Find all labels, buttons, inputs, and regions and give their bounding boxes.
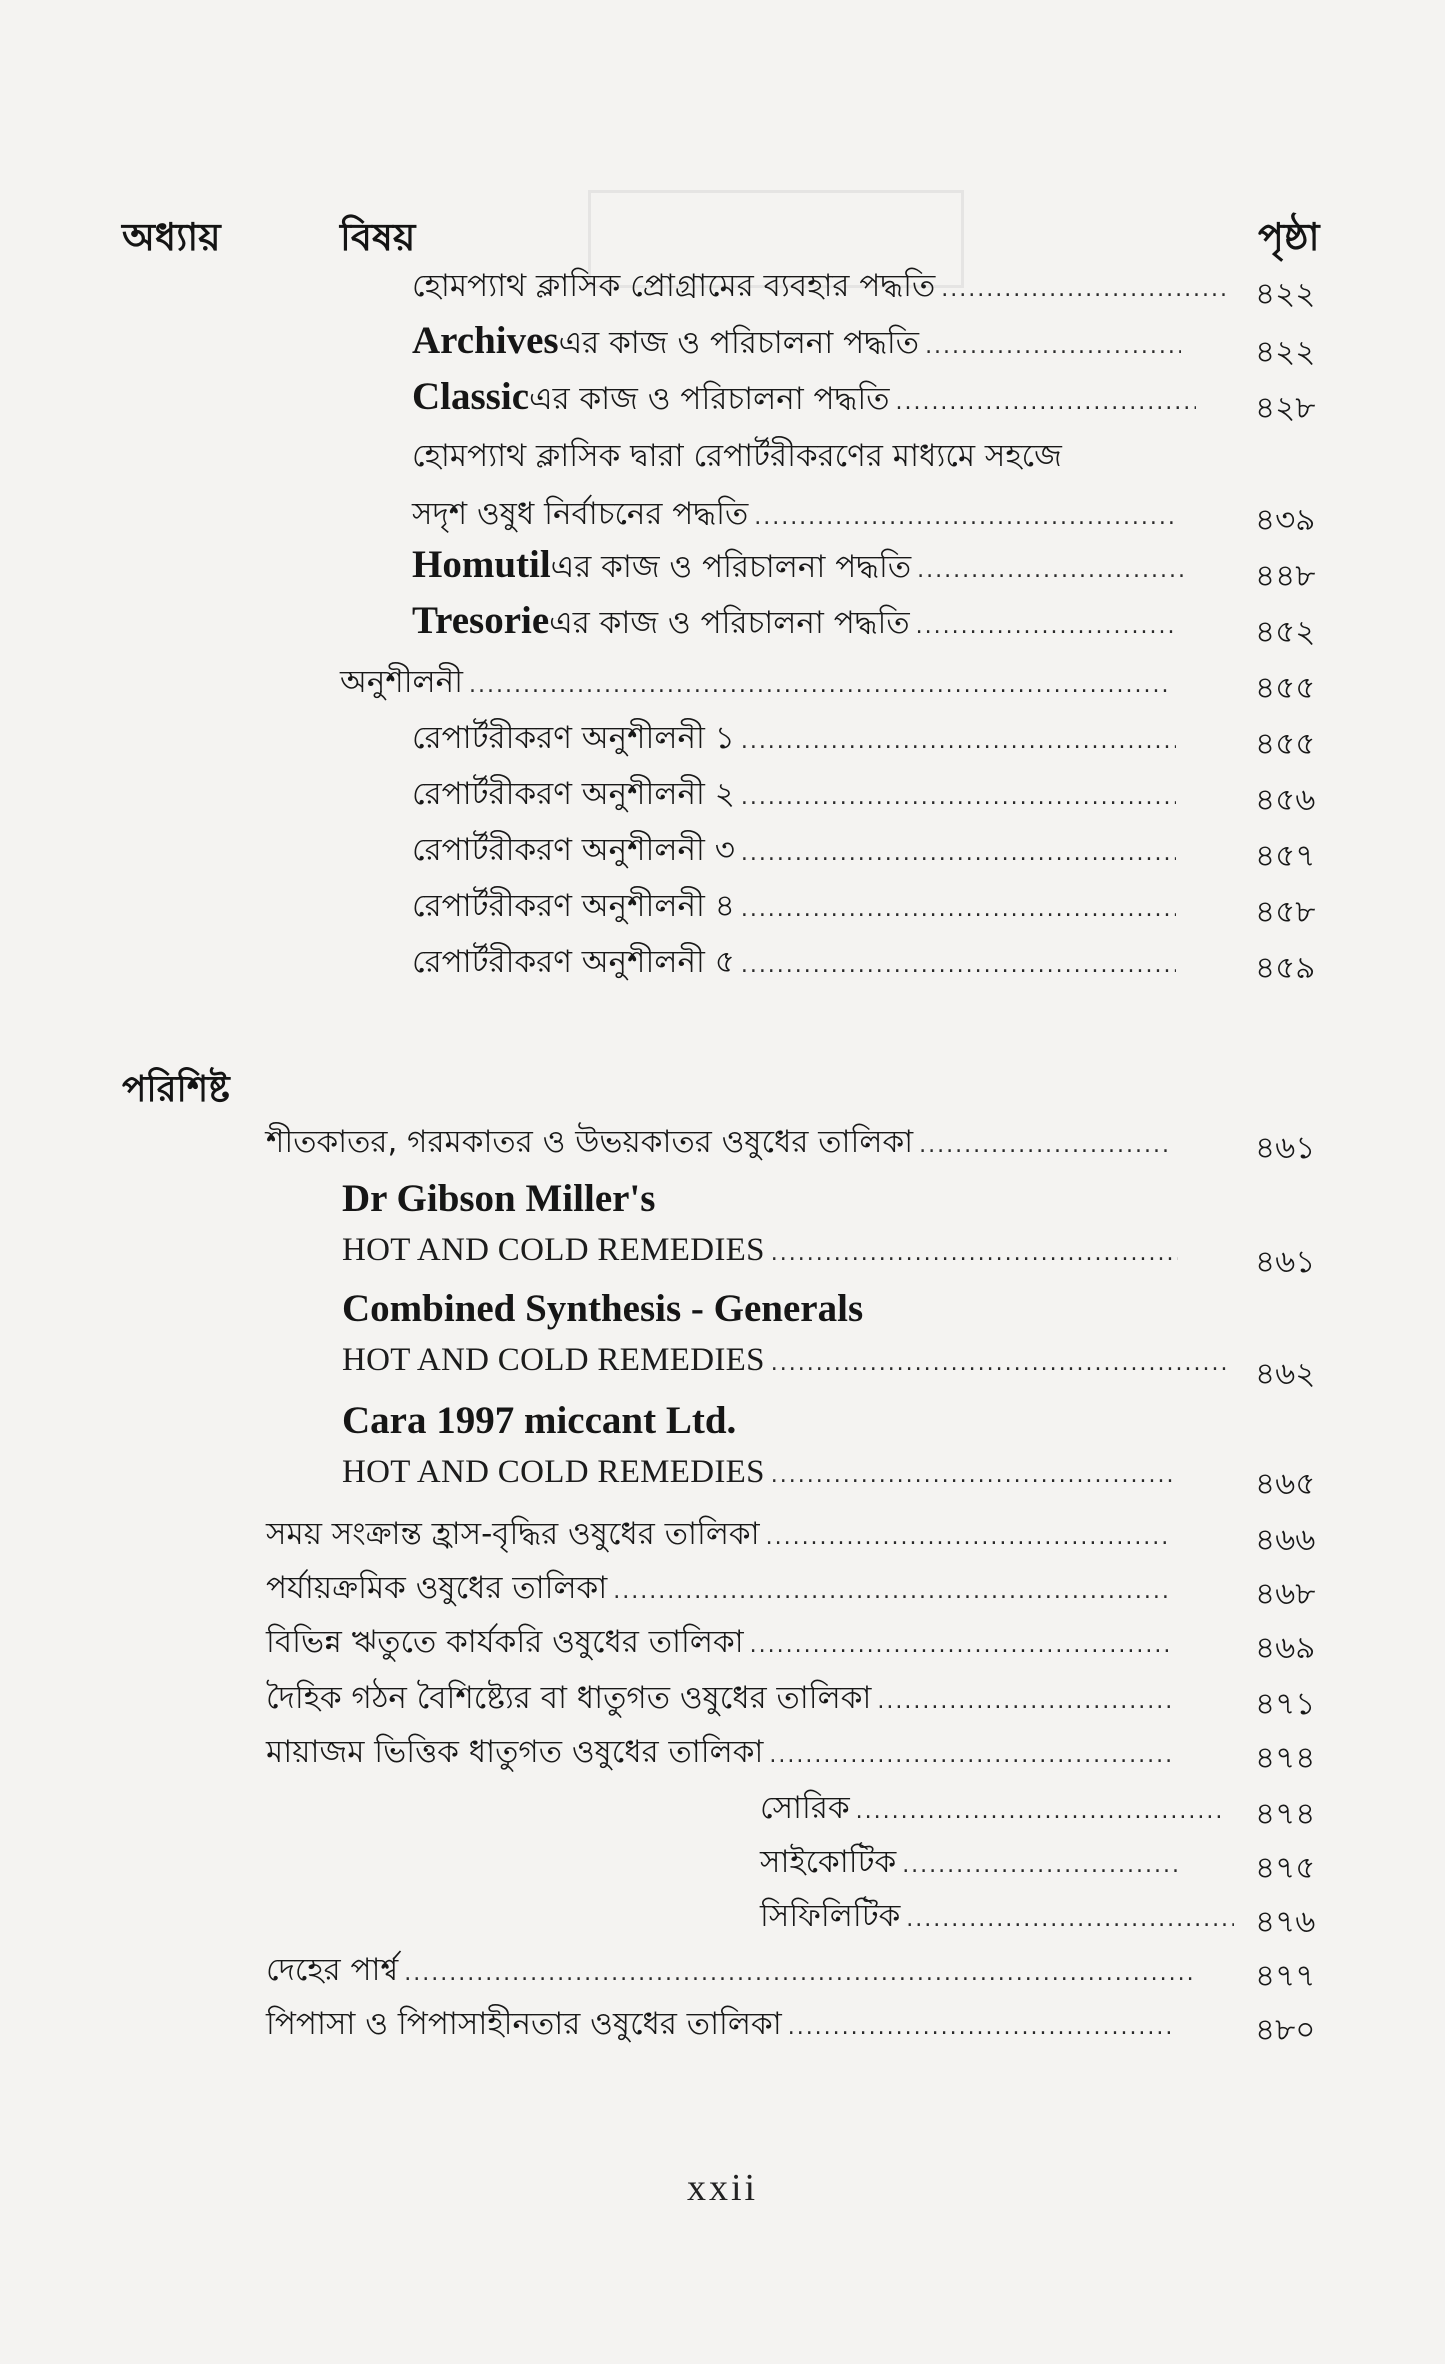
leader-dots (919, 1133, 1172, 1158)
entry-text: মায়াজম ভিত্তিক ধাতুগত ওষুধের তালিকা (266, 1734, 764, 1770)
miasm-text: সাইকোটিক (760, 1844, 897, 1880)
entry-page: ৪৩৯ (1255, 502, 1316, 538)
toc-entry (412, 490, 1182, 544)
leader-dots (613, 1579, 1172, 1604)
entry-text: সদৃশ ওষুধ নির্বাচনের পদ্ধতি (412, 496, 749, 532)
leader-dots (741, 785, 1176, 810)
leader-dots (906, 1907, 1234, 1932)
leader-dots (771, 1351, 1226, 1376)
leader-dots (741, 729, 1176, 754)
entry-text: দেহের পার্শ্ব (266, 1952, 399, 1988)
appendix-entry (266, 1510, 1172, 1564)
leader-dots (469, 673, 1172, 698)
appendix-entry (266, 1946, 1198, 2000)
entry-text: শীতকাতর, গরমকাতর ও উভয়কাতর ওষুধের তালিকা (266, 1124, 914, 1160)
leader-dots (941, 277, 1226, 302)
toc-entry (412, 598, 1182, 652)
entry-text: পর্যায়ক্রমিক ওষুধের তালিকা (266, 1570, 608, 1606)
source-title: Cara 1997 miccant Ltd. (342, 1399, 737, 1442)
entry-page: ৪৪৮ (1255, 558, 1316, 594)
leader-dots (877, 1689, 1172, 1714)
leader-dots (741, 897, 1176, 922)
leader-dots (902, 1853, 1182, 1878)
miasm-item (760, 1784, 1228, 1838)
miasm-page: ৪৭৪ (1255, 1796, 1316, 1832)
exercise-page: ৪৫৬ (1255, 782, 1316, 818)
entry-text: হোমপ্যাথ ক্লাসিক প্রোগ্রামের ব্যবহার পদ্ধতি (412, 268, 936, 304)
exercise-page: ৪৫৫ (1255, 670, 1316, 706)
entry-text: এর কাজ ও পরিচালনা পদ্ধতি (529, 381, 890, 417)
exercise-page: ৪৫৮ (1255, 894, 1316, 930)
chapter-header: অধ্যায় (122, 215, 221, 259)
leader-dots (788, 2015, 1172, 2040)
entry-text: সময় সংক্রান্ত হ্রাস-বৃদ্ধির ওষুধের তালিকা (266, 1516, 760, 1552)
subject-header: বিষয় (340, 215, 416, 259)
source-subtitle: HOT AND COLD REMEDIES (342, 1232, 765, 1268)
appendix-title: পরিশিষ্ট (122, 1069, 230, 1110)
exercise-text: রেপার্টরীকরণ অনুশীলনী ৫ (412, 944, 735, 980)
entry-text: এর কাজ ও পরিচালনা পদ্ধতি (550, 549, 912, 585)
exercise-page: ৪৫৭ (1255, 838, 1316, 874)
leader-dots (856, 1799, 1222, 1824)
toc-entry (412, 432, 1272, 486)
appendix-entry (266, 1674, 1178, 1728)
entry-bold: Archives (412, 319, 559, 362)
exercise-text: রেপার্টরীকরণ অনুশীলনী ১ (412, 720, 735, 756)
source-page: ৪৬৫ (1255, 1466, 1316, 1502)
exercise-page: ৪৫৯ (1255, 950, 1316, 986)
source-name (342, 1398, 1202, 1452)
entry-page: ৪২২ (1255, 334, 1316, 370)
entry-page: ৪২২ (1255, 276, 1316, 312)
entry-text: দৈহিক গঠন বৈশিষ্ট্যের বা ধাতুগত ওষুধের তালিকা (266, 1680, 872, 1716)
entry-page: ৪৬৯ (1255, 1630, 1316, 1666)
entry-page: ৪২৮ (1255, 390, 1316, 426)
leader-dots (917, 558, 1186, 583)
source-title: Dr Gibson Miller's (342, 1177, 656, 1220)
entry-text: পিপাসা ও পিপাসাহীনতার ওষুধের তালিকা (266, 2006, 782, 2042)
toc-entry (412, 262, 1232, 316)
leader-dots (750, 1633, 1172, 1658)
exercise-item (412, 938, 1182, 992)
entry-bold: Classic (412, 375, 529, 418)
toc-entry (412, 374, 1202, 428)
source-sub (342, 1454, 1180, 1508)
entry-page: ৪৭৪ (1255, 1740, 1316, 1776)
appendix-entry (266, 1618, 1178, 1672)
page-header: পৃষ্ঠা (1258, 215, 1320, 259)
entry-page: ৪৬১ (1255, 1130, 1316, 1166)
appendix-entry (266, 1118, 1178, 1172)
leader-dots (771, 1241, 1178, 1266)
source-name (342, 1176, 1202, 1230)
source-subtitle: HOT AND COLD REMEDIES (342, 1342, 765, 1378)
appendix-entry (266, 2000, 1178, 2054)
source-subtitle: HOT AND COLD REMEDIES (342, 1454, 765, 1490)
toc-entry (412, 318, 1187, 372)
exercise-entry (340, 658, 1178, 712)
source-page: ৪৬২ (1255, 1356, 1316, 1392)
appendix-entry (266, 1728, 1178, 1782)
leader-dots (741, 953, 1176, 978)
leader-dots (404, 1961, 1192, 1986)
exercise-text: রেপার্টরীকরণ অনুশীলনী ৪ (412, 888, 735, 924)
exercise-item (412, 826, 1182, 880)
entry-page: ৪৮০ (1255, 2012, 1316, 2048)
miasm-page: ৪৭৫ (1255, 1850, 1316, 1886)
entry-text: এর কাজ ও পরিচালনা পদ্ধতি (558, 325, 920, 361)
appendix-entry (266, 1564, 1178, 1618)
entry-page: ৪৬৬ (1255, 1522, 1316, 1558)
miasm-text: সিফিলিটিক (760, 1898, 901, 1934)
leader-dots (895, 390, 1196, 415)
leader-dots (925, 334, 1181, 359)
leader-dots (771, 1463, 1174, 1488)
leader-dots (916, 614, 1176, 639)
entry-bold: Tresorie (412, 599, 550, 642)
exercise-text: রেপার্টরীকরণ অনুশীলনী ২ (412, 776, 735, 812)
leader-dots (741, 841, 1176, 866)
exercise-item (412, 770, 1182, 824)
exercise-page: ৪৫৫ (1255, 726, 1316, 762)
exercise-item (412, 882, 1182, 936)
exercise-item (412, 714, 1182, 768)
entry-page: ৪৬৮ (1255, 1576, 1316, 1612)
miasm-item (760, 1838, 1188, 1892)
source-sub (342, 1232, 1184, 1286)
entry-page: ৪৭৭ (1255, 1958, 1316, 1994)
entry-text: বিভিন্ন ঋতুতে কার্যকরি ওষুধের তালিকা (266, 1624, 744, 1660)
leader-dots (766, 1525, 1166, 1550)
exercise-text: রেপার্টরীকরণ অনুশীলনী ৩ (412, 832, 735, 868)
entry-text: এর কাজ ও পরিচালনা পদ্ধতি (549, 605, 910, 641)
miasm-item (760, 1892, 1240, 1946)
miasm-page: ৪৭৬ (1255, 1904, 1316, 1940)
exercise-title: অনুশীলনী (340, 664, 464, 700)
entry-bold: Homutil (412, 543, 551, 586)
leader-dots (769, 1743, 1172, 1768)
miasm-text: সোরিক (760, 1790, 850, 1826)
entry-page: ৪৭১ (1255, 1686, 1316, 1722)
leader-dots (754, 505, 1176, 530)
toc-entry (412, 542, 1192, 596)
entry-page: ৪৫২ (1255, 614, 1316, 650)
page-number: xxii (686, 2167, 759, 2209)
entry-text: হোমপ্যাথ ক্লাসিক দ্বারা রেপার্টরীকরণের মাধ্যমে সহজে (412, 438, 1062, 474)
source-sub (342, 1342, 1232, 1396)
source-title: Combined Synthesis - Generals (342, 1287, 864, 1330)
source-page: ৪৬১ (1255, 1244, 1316, 1280)
source-name (342, 1286, 1202, 1340)
